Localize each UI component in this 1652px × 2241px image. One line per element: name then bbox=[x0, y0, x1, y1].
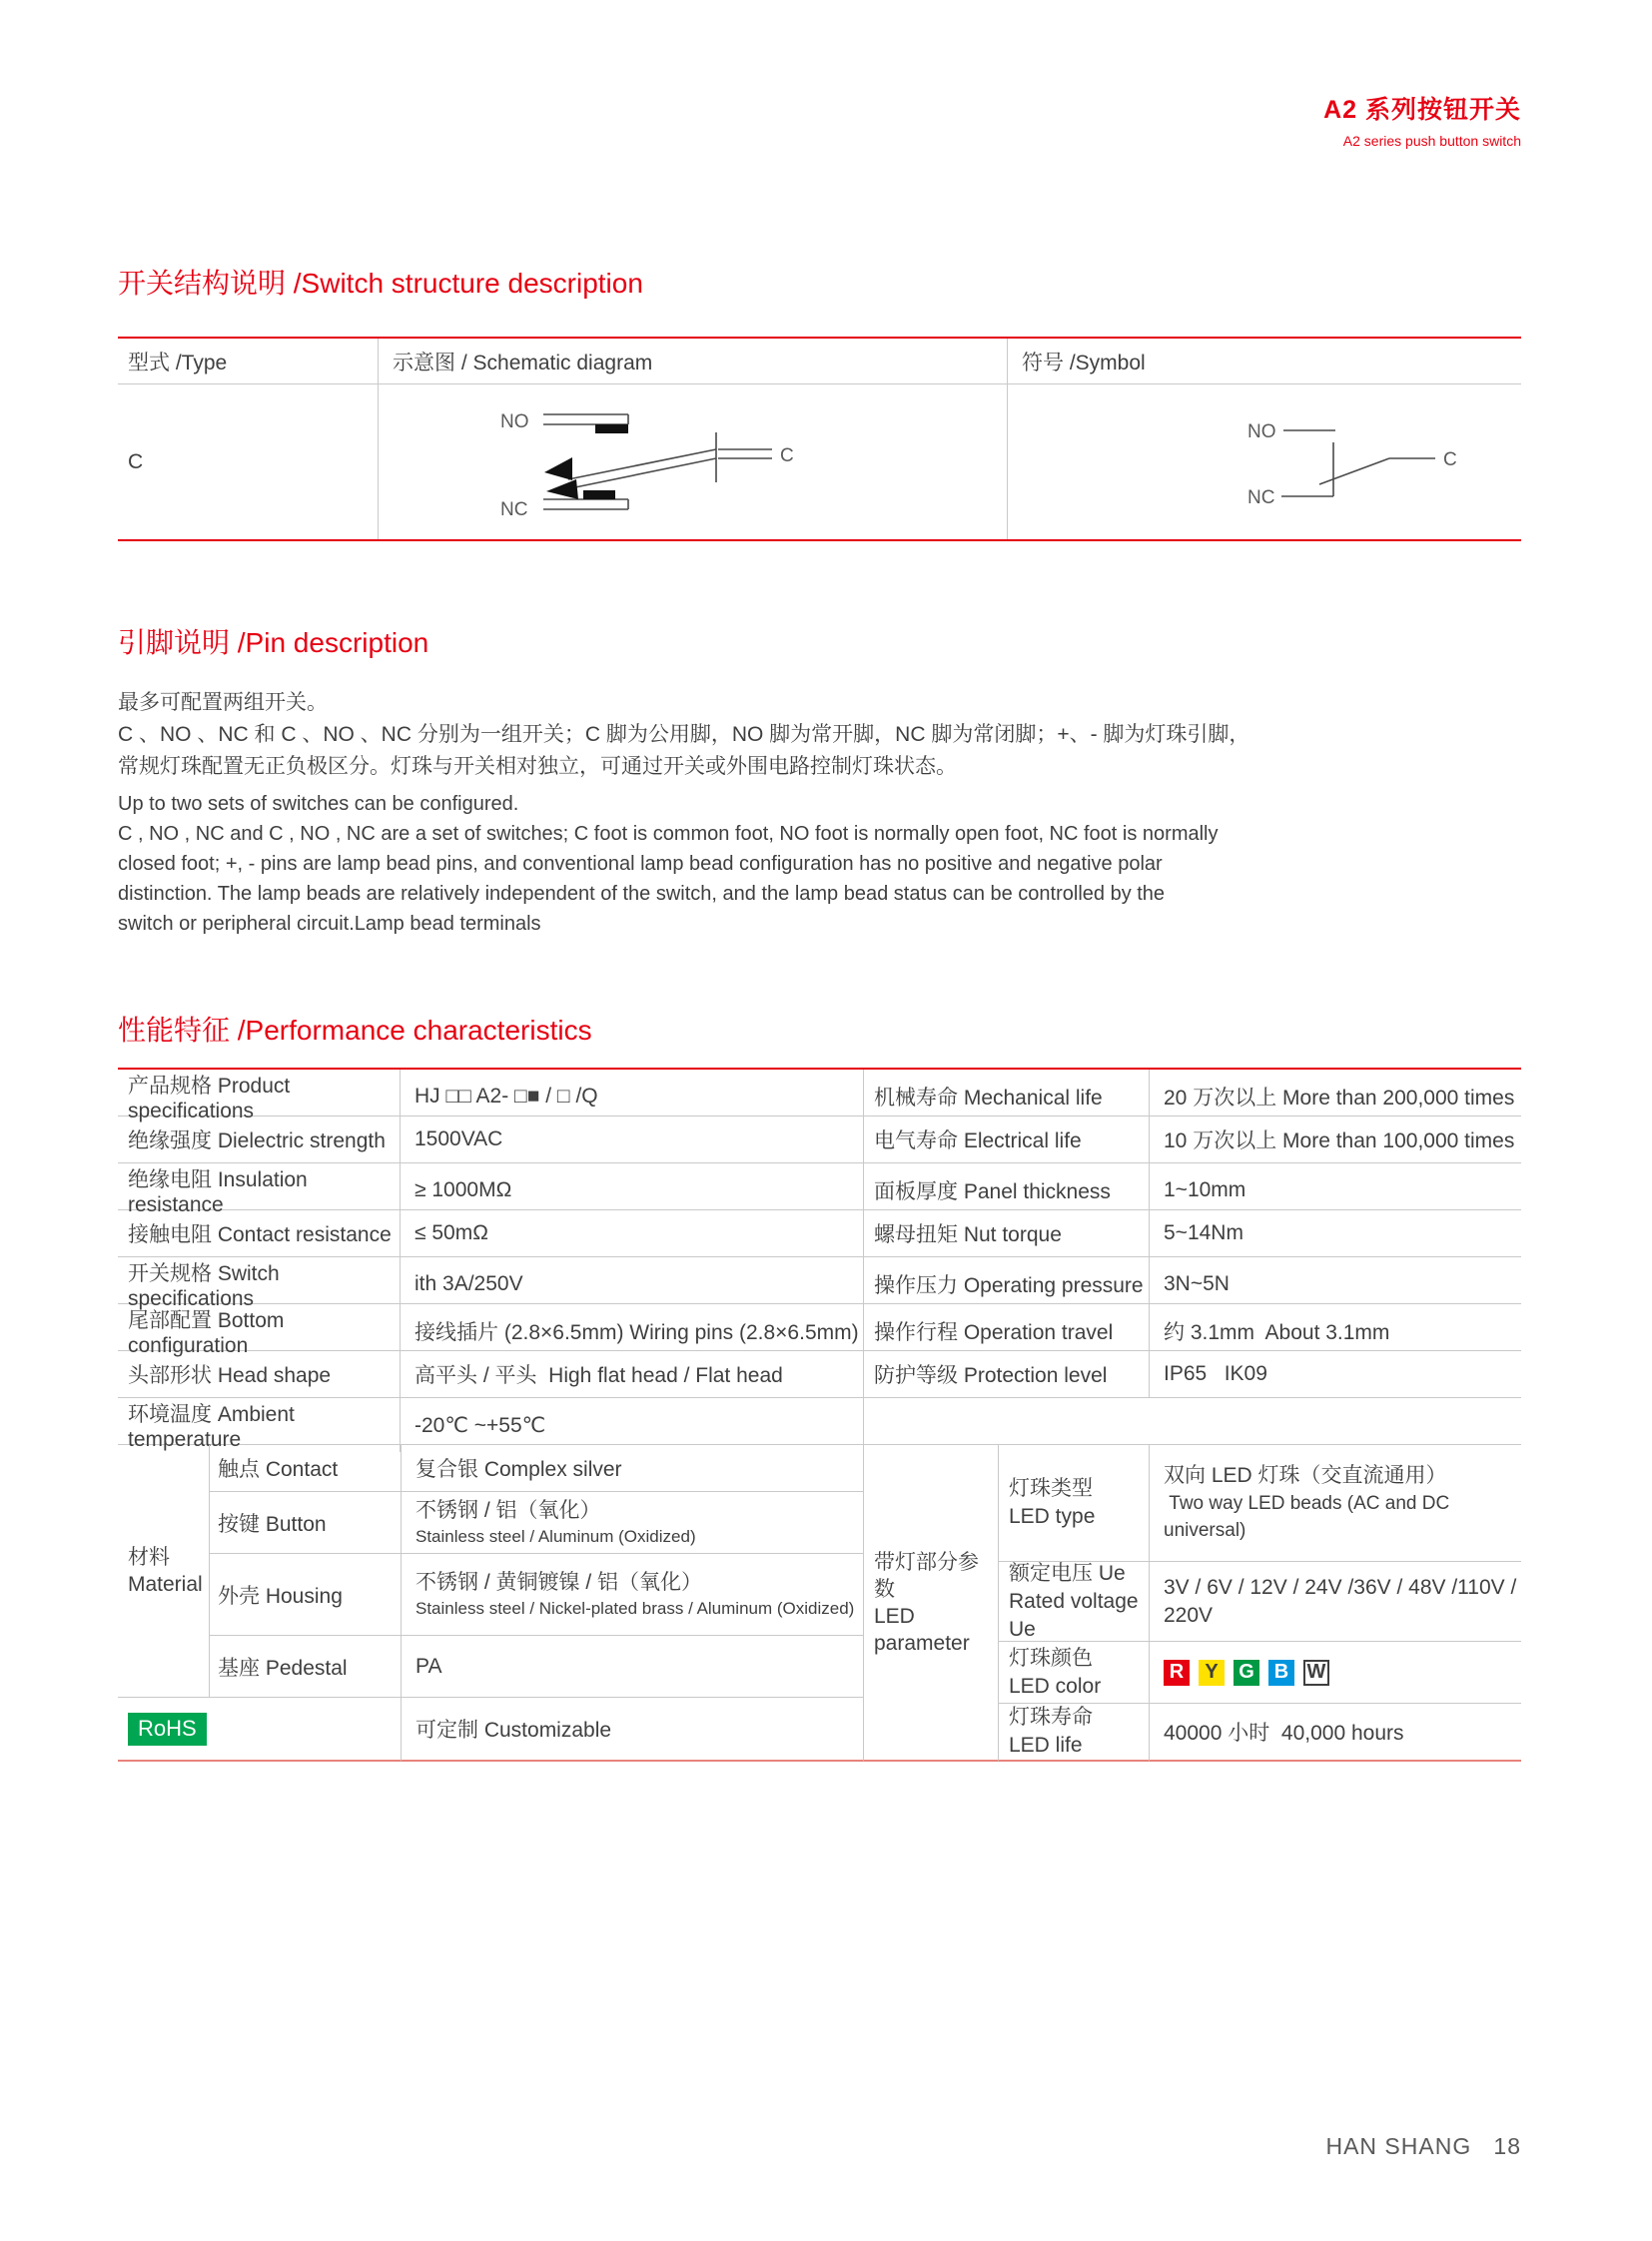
schematic-no-label: NO bbox=[500, 410, 529, 432]
pin-description-en bbox=[118, 789, 1219, 939]
material-led-section bbox=[118, 1445, 1521, 1762]
perf-label: 头部形状 Head shape bbox=[128, 1364, 332, 1387]
section-heading-performance: 性能特征 /Performance characteristics bbox=[118, 1015, 592, 1046]
section-heading-pin-description: 引脚说明 /Pin description bbox=[118, 627, 429, 658]
led-value-cn: 双向 LED 灯珠（交直流通用） bbox=[1164, 1464, 1447, 1487]
symbol-no-label: NO bbox=[1247, 420, 1276, 442]
material-group-cell bbox=[118, 1445, 209, 1698]
material-value-en: Stainless steel / Aluminum (Oxidized) bbox=[415, 1526, 696, 1546]
led-label bbox=[998, 1704, 1149, 1762]
footer-brand: HAN SHANG bbox=[1325, 2133, 1472, 2159]
led-color-blue-chip: B bbox=[1268, 1660, 1294, 1686]
perf-label: 操作行程 Operation travel bbox=[863, 1304, 1149, 1358]
structure-table-header-row bbox=[118, 339, 1521, 384]
led-label-en: LED color bbox=[1009, 1674, 1102, 1698]
perf-label: 操作压力 Operating pressure bbox=[863, 1257, 1149, 1311]
structure-table-row bbox=[118, 384, 1521, 539]
perf-label: 产品规格 Product specifications bbox=[128, 1075, 291, 1122]
led-color-green-chip: G bbox=[1234, 1660, 1259, 1686]
doc-subtitle: A2 series push button switch bbox=[1342, 133, 1521, 149]
perf-row-dielectric bbox=[118, 1117, 1521, 1163]
pin-cn-line: 最多可配置两组开关。 bbox=[118, 691, 328, 714]
perf-value: 5~14Nm bbox=[1149, 1210, 1521, 1256]
perf-label: 绝缘电阻 Insulation resistance bbox=[128, 1168, 308, 1216]
perf-label: 环境温度 Ambient temperature bbox=[128, 1403, 295, 1451]
led-value: 3V / 6V / 12V / 24V /36V / 48V /110V / 220V bbox=[1149, 1562, 1521, 1642]
led-label-cn: 灯珠寿命 bbox=[1009, 1706, 1093, 1729]
perf-empty-cell bbox=[863, 1398, 1521, 1452]
perf-label: 面板厚度 Panel thickness bbox=[863, 1163, 1149, 1217]
symbol-drawing bbox=[1238, 402, 1477, 522]
led-label-cn: 灯珠类型 bbox=[1009, 1477, 1093, 1500]
led-label-en: LED type bbox=[1009, 1505, 1096, 1528]
doc-header bbox=[1323, 90, 1521, 149]
structure-type-value: C bbox=[128, 449, 144, 473]
rohs-badge: RoHS bbox=[128, 1713, 207, 1746]
material-value bbox=[401, 1554, 863, 1636]
led-color-white-chip: W bbox=[1303, 1660, 1329, 1686]
perf-label: 螺母扭矩 Nut torque bbox=[863, 1210, 1149, 1256]
section-heading-switch-structure: 开关结构说明 /Switch structure description bbox=[118, 268, 643, 299]
material-value bbox=[401, 1492, 863, 1554]
schematic-c-label: C bbox=[780, 444, 794, 466]
perf-value: 1500VAC bbox=[400, 1117, 863, 1162]
perf-row-contact-resistance bbox=[118, 1210, 1521, 1257]
perf-value: 高平头 / 平头 High flat head / Flat head bbox=[400, 1351, 863, 1397]
led-label bbox=[998, 1642, 1149, 1704]
structure-col-symbol: 符号 /Symbol bbox=[1007, 339, 1521, 383]
perf-value: -20℃ ~+55℃ bbox=[400, 1398, 863, 1452]
perf-value: 1~10mm bbox=[1149, 1163, 1521, 1217]
perf-row-switch-spec bbox=[118, 1257, 1521, 1310]
perf-label: 接触电阻 Contact resistance bbox=[128, 1223, 392, 1246]
led-value-en: Two way LED beads (AC and DC universal) bbox=[1164, 1493, 1460, 1541]
switch-structure-table bbox=[118, 337, 1521, 541]
material-value: PA bbox=[401, 1636, 863, 1698]
performance-table bbox=[118, 1068, 1521, 1762]
material-label: 基座 Pedestal bbox=[209, 1636, 401, 1698]
structure-col-type: 型式 /Type bbox=[128, 351, 228, 374]
led-group-cn: 带灯部分参数 bbox=[874, 1550, 979, 1601]
symbol-nc-label: NC bbox=[1247, 486, 1275, 508]
led-label-cn: 额定电压 Ue bbox=[1009, 1561, 1126, 1585]
material-grid bbox=[118, 1445, 863, 1762]
led-group-en: LED bbox=[874, 1604, 915, 1628]
symbol-cell bbox=[1007, 384, 1521, 539]
perf-value: 3N~5N bbox=[1149, 1257, 1521, 1311]
led-value bbox=[1149, 1445, 1521, 1562]
structure-col-schematic: 示意图 / Schematic diagram bbox=[378, 339, 1007, 383]
led-color-red-chip: R bbox=[1164, 1660, 1190, 1686]
led-group-cell bbox=[863, 1445, 998, 1762]
schematic-diagram-drawing bbox=[488, 387, 808, 537]
schematic-nc-label: NC bbox=[500, 498, 528, 520]
led-label bbox=[998, 1562, 1149, 1642]
perf-row-product-spec bbox=[118, 1070, 1521, 1122]
perf-value: 接线插片 (2.8×6.5mm) Wiring pins (2.8×6.5mm) bbox=[400, 1304, 863, 1358]
perf-label: 尾部配置 Bottom configuration bbox=[128, 1309, 285, 1357]
page-footer bbox=[1325, 2133, 1521, 2160]
perf-value: 10 万次以上 More than 100,000 times bbox=[1149, 1117, 1521, 1162]
perf-label: 机械寿命 Mechanical life bbox=[863, 1070, 1149, 1123]
perf-value: 20 万次以上 More than 200,000 times bbox=[1149, 1070, 1521, 1123]
perf-row-insulation bbox=[118, 1163, 1521, 1216]
led-label-en: LED life bbox=[1009, 1734, 1083, 1757]
pin-cn-line: C 、NO 、NC 和 C 、NO 、NC 分别为一组开关；C 脚为公用脚，NO 脚为常开脚，NC 脚为常闭脚；+、- 脚为灯珠引脚， bbox=[118, 723, 1250, 746]
led-label bbox=[998, 1445, 1149, 1562]
pin-description-cn bbox=[118, 687, 1249, 783]
pin-en-line: switch or peripheral circuit.Lamp bead terminals bbox=[118, 913, 541, 935]
material-value-en: Stainless steel / Nickel-plated brass / Aluminum (Oxidized) bbox=[415, 1598, 855, 1618]
perf-value: 约 3.1mm About 3.1mm bbox=[1149, 1304, 1521, 1358]
customizable-value: 可定制 Customizable bbox=[401, 1698, 863, 1762]
pin-cn-line: 常规灯珠配置无正负极区分。灯珠与开关相对独立，可通过开关或外围电路控制灯珠状态。 bbox=[118, 755, 957, 778]
led-label-en: Rated voltage Ue bbox=[1009, 1589, 1145, 1641]
led-grid bbox=[863, 1445, 1521, 1762]
perf-label: 开关规格 Switch specifications bbox=[128, 1262, 280, 1310]
perf-row-head-shape bbox=[118, 1351, 1521, 1398]
perf-label: 电气寿命 Electrical life bbox=[863, 1117, 1149, 1162]
led-value: 40000 小时 40,000 hours bbox=[1149, 1704, 1521, 1762]
led-group-en2: parameter bbox=[874, 1631, 970, 1655]
material-value-cn: 不锈钢 / 黄铜镀镍 / 铝（氧化） bbox=[415, 1570, 703, 1594]
material-label: 触点 Contact bbox=[209, 1445, 401, 1492]
material-label: 外壳 Housing bbox=[209, 1554, 401, 1636]
perf-value: ith 3A/250V bbox=[400, 1257, 863, 1311]
led-color-cell bbox=[1149, 1642, 1521, 1704]
pin-en-line: Up to two sets of switches can be configured. bbox=[118, 793, 519, 815]
perf-label: 防护等级 Protection level bbox=[863, 1351, 1149, 1397]
pin-en-line: closed foot; +, - pins are lamp bead pins, and conventional lamp bead configuration has no positive and negative polar bbox=[118, 853, 1163, 875]
material-label: 按键 Button bbox=[209, 1492, 401, 1554]
perf-value: ≥ 1000MΩ bbox=[400, 1163, 863, 1217]
material-group-cn: 材料 bbox=[128, 1546, 170, 1569]
perf-row-bottom-config bbox=[118, 1304, 1521, 1357]
pin-en-line: distinction. The lamp beads are relatively independent of the switch, and the lamp bead status can be controlled by the bbox=[118, 883, 1166, 905]
perf-value: IP65 IK09 bbox=[1149, 1351, 1521, 1397]
perf-value: HJ □□ A2- □■ / □ /Q bbox=[400, 1070, 863, 1123]
symbol-c-label: C bbox=[1443, 448, 1457, 470]
led-label-cn: 灯珠颜色 bbox=[1009, 1646, 1093, 1670]
doc-title: A2 系列按钮开关 bbox=[1323, 96, 1521, 124]
rohs-cell bbox=[118, 1698, 401, 1762]
footer-page-number: 18 bbox=[1493, 2133, 1521, 2159]
material-value-cn: 不锈钢 / 铝（氧化） bbox=[415, 1498, 601, 1522]
perf-value: ≤ 50mΩ bbox=[400, 1210, 863, 1256]
perf-label: 绝缘强度 Dielectric strength bbox=[128, 1129, 386, 1152]
pin-en-line: C , NO , NC and C , NO , NC are a set of switches; C foot is common foot, NO foot is normally open foot, NC foot is normally bbox=[118, 823, 1219, 845]
led-color-chips bbox=[1164, 1660, 1521, 1686]
schematic-diagram-cell bbox=[378, 384, 1007, 539]
led-color-yellow-chip: Y bbox=[1199, 1660, 1225, 1686]
perf-row-ambient-temp bbox=[118, 1398, 1521, 1451]
material-group-en: Material bbox=[128, 1573, 203, 1596]
material-value: 复合银 Complex silver bbox=[401, 1445, 863, 1492]
